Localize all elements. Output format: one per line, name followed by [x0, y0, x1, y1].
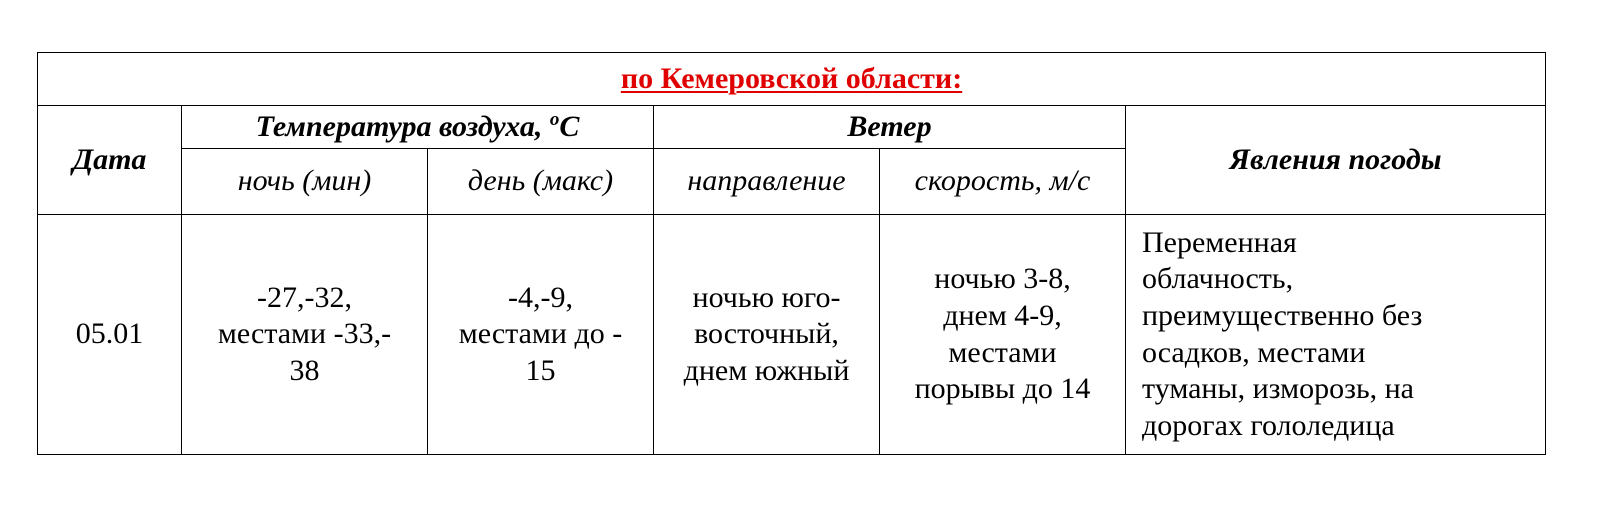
phenomena-line: осадков, местами [1142, 335, 1366, 369]
wind-direction-line: восточный, [694, 317, 839, 351]
region-title: по Кемеровской области: [620, 61, 963, 95]
phenomena-line: облачность, [1142, 262, 1294, 296]
wind-direction-line: днем южный [683, 353, 850, 387]
cell-phenomena [1126, 215, 1546, 455]
header-day: день (макс) [428, 149, 654, 215]
wind-speed-line: порывы до 14 [914, 372, 1091, 406]
wind-direction-line: ночью юго- [692, 280, 841, 314]
header-temperature-unit: С [559, 110, 580, 144]
header-wind: Ветер [654, 106, 1126, 149]
header-night: ночь (мин) [182, 149, 428, 215]
header-temperature [182, 106, 654, 149]
night-temp-line: 38 [289, 353, 320, 387]
wind-speed-line: ночью 3-8, [934, 262, 1071, 296]
data-row [38, 215, 1546, 455]
day-temp-line: -4,-9, [508, 280, 573, 314]
header-phenomena: Явления погоды [1126, 106, 1546, 215]
header-temperature-label: Температура воздуха, [255, 110, 550, 144]
phenomena-line: преимущественно без [1142, 298, 1423, 332]
forecast-table [37, 52, 1546, 455]
region-title-cell [38, 53, 1546, 106]
phenomena-line: дорогах гололедица [1142, 408, 1395, 442]
cell-night-temp [182, 215, 428, 455]
wind-speed-line: местами [948, 335, 1057, 369]
day-temp-line: 15 [525, 353, 556, 387]
header-speed: скорость, м/с [880, 149, 1126, 215]
header-date: Дата [38, 106, 182, 215]
cell-wind-direction [654, 215, 880, 455]
phenomena-line: туманы, изморозь, на [1142, 372, 1414, 406]
phenomena-line: Переменная [1142, 225, 1297, 259]
header-direction: направление [654, 149, 880, 215]
title-row [38, 53, 1546, 106]
cell-day-temp [428, 215, 654, 455]
header-temperature-degree: о [549, 109, 560, 131]
day-temp-line: местами до - [458, 317, 623, 351]
header-row-1 [38, 106, 1546, 149]
night-temp-line: -27,-32, [257, 280, 352, 314]
night-temp-line: местами -33,- [217, 317, 392, 351]
cell-date: 05.01 [38, 215, 182, 455]
wind-speed-line: днем 4-9, [943, 298, 1062, 332]
cell-wind-speed [880, 215, 1126, 455]
